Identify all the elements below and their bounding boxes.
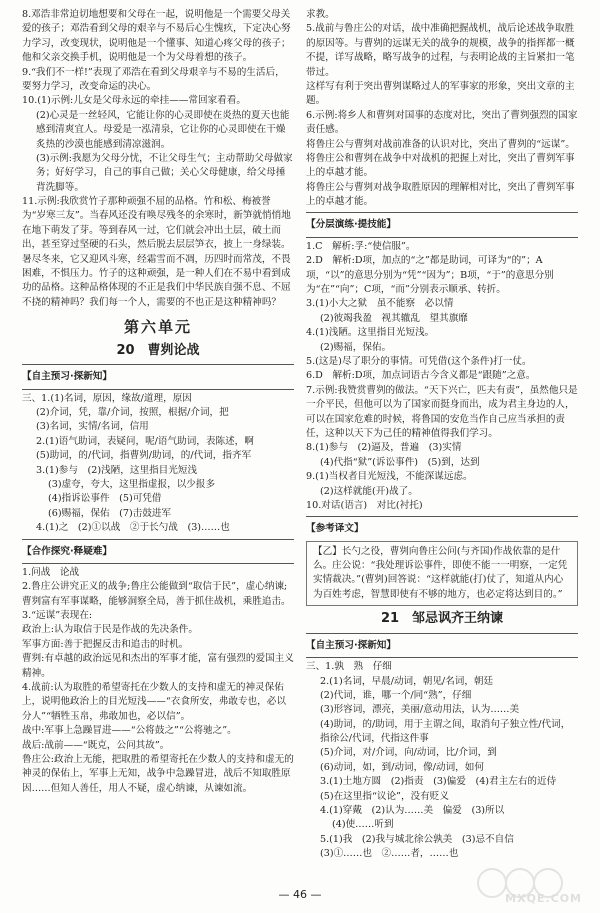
divider bbox=[306, 212, 578, 213]
answer-item: (6)动词，如，到/动词，像/动词，如何 bbox=[320, 761, 484, 773]
answer-item: 11.示例:我欣赏竹子那种顽强不屈的品格。竹和松、梅被誉为“岁寒三友”。当春风还没有唤尽残冬的余寒时，新笋就悄悄地在地下萌发了芽。等到春风一过，它们就会冲出土层，破土而出，甚至穿过坚硬的石头，然后脱去层层笋衣，披上一身绿装。暑尽冬来，它又迎风斗寒，经霜雪而不凋，历四时而常茂，不畏困难，不惧压力。竹子的这种顽强，是一种人们在不易中看到成功的品格。这种品格体现的不正是我们中华民族自强不息、不屈不挠的精神吗？我们每一个人，需要的不也正是这种精神吗？ bbox=[22, 196, 291, 308]
answer-item: (2)彼竭我盈 视其辙乱 望其旗靡 bbox=[320, 312, 468, 324]
answer-item: (6)赐福，保佑 (7)击鼓进军 bbox=[48, 507, 172, 519]
answer-item: 求教。 bbox=[306, 9, 335, 20]
section-tag-inquiry: 【 合作探究·释疑难 】 bbox=[22, 545, 112, 559]
answer-item: 3.(1)土地方圆 (2)指责 (3)偏爱 (4)君主左右的近侍 (5)在这里指“议论”，没有贬义 bbox=[320, 776, 566, 802]
answer-item: 10.对话(语言) 对比(衬托) bbox=[306, 499, 423, 511]
answer-item: 3.(1)参与 (2)浅陋，这里指目光短浅 bbox=[36, 464, 198, 476]
answer-item: 2.(1)语气助词，表疑问，呢/语气助词，表陈述，啊 bbox=[36, 435, 254, 447]
answer-item: 10.(1)示例:儿女是父母永远的牵挂——常回家看看。 bbox=[22, 95, 246, 107]
divider bbox=[22, 563, 294, 564]
answer-item: 9.“我们不一样!”表现了邓浩在看到父母艰辛与不易的生活后，要努力学习，改变命运的决心。 bbox=[22, 66, 285, 92]
answer-item: 曹刿:有卓越的政治远见和杰出的军事才能，富有强烈的爱国主义精神。 bbox=[22, 653, 294, 679]
answer-item: 3.“远谋”表现在: bbox=[22, 610, 93, 622]
answer-item: 将鲁庄公与曹刿对战前准备的认识对比，突出了曹刿的“远谋”。 bbox=[306, 138, 575, 150]
answer-item: 1.C 解析:孚:“使信服”。 bbox=[306, 240, 416, 252]
translation-box bbox=[306, 541, 578, 607]
answer-item: 将鲁庄公与曹刿对战争取胜原因的理解相对比，突出了曹刿军事上的卓越才能。 bbox=[306, 181, 575, 208]
divider bbox=[22, 364, 294, 365]
divider bbox=[22, 539, 294, 540]
answer-item: (4)助词，的/助词，用于主谓之间，取消句子独立性/代词，指徐公/代词，代指这件事 bbox=[320, 718, 571, 745]
answer-item: 4.战前:认为取胜的希望寄托在少数人的支持和虚无的神灵保佑上，说明他政治上的目光短浅——“衣食所安，弗敢专也，必以分人”“牺牲玉帛，弗敢加也，必以信”。 bbox=[22, 682, 286, 722]
answer-item: (2)这样就能(开)战了。 bbox=[320, 485, 418, 497]
answer-item: 2.鲁庄公讲究正义的战争;鲁庄公能做到“取信于民”，虚心纳谏;曹刿富有军事谋略，能够洞察全局，善于抓住战机，乘胜追击。 bbox=[22, 581, 291, 607]
answer-item: 3.(1)小大之狱 虽不能察 必以情 bbox=[306, 298, 454, 310]
left-column bbox=[22, 8, 294, 796]
answer-item: 将鲁庄公和曹刿在战争中对战机的把握上对比，突出了曹刿军事上的卓越才能。 bbox=[306, 152, 575, 179]
answer-item: (5)助词，的/代词，指曹刿/助词，的/代词，指齐军 bbox=[36, 450, 252, 462]
answer-item: 军事方面:善于把握反击和追击的时机。 bbox=[22, 638, 189, 650]
unit-title: 第六单元 bbox=[123, 318, 192, 337]
answer-item: 1.问战 论战 bbox=[22, 566, 80, 578]
answer-item: (2)心灵是一丝轻风，它能让你的心灵即使在炎热的夏天也能感到清爽宜人。母爱是一泓清泉，它让你的心灵即使在干燥炙热的沙漠也能感到清凉滋润。 bbox=[36, 109, 290, 150]
lesson-title: 20 曹刿论战 bbox=[116, 342, 200, 358]
answer-item: 4.(1)浅陋。这里指目光短浅。 bbox=[306, 327, 435, 339]
answer-item: (2)介词，凭，靠/介词，按照，根据/介词，把 bbox=[36, 406, 229, 418]
answer-item: 5.(1)我 (2)我与城北徐公孰美 (3)忌不自信 bbox=[320, 833, 514, 845]
answer-item: 4.(1)穿戴 (2)认为……美 偏爱 (3)所以 bbox=[320, 805, 505, 817]
answer-item: 鲁庄公:政治上无能，把取胜的希望寄托在少数人的支持和虚无的神灵的保佑上，军事上无知，战争中急躁冒进，战后不知取胜原因……但知人善任，用人不疑，虚心纳谏，从谏如流。 bbox=[22, 753, 294, 794]
lesson-title: 21 邹忌讽齐王纳谏 bbox=[380, 611, 504, 627]
divider bbox=[306, 657, 578, 658]
section-tag-preview: 【 自主预习·探新知 】 bbox=[22, 370, 112, 384]
divider bbox=[306, 237, 578, 238]
answer-item: (3)示例:我愿为父母分忧，不让父母生气；主动帮助父母做家务；好好学习，自己的事自己做；关心父母健康，给父母捶背洗脚等。 bbox=[36, 152, 293, 193]
answer-item: (4)代指“狱”(诉讼事件) (5)到，达到 bbox=[320, 456, 480, 468]
answer-item: 4.(1)之 (2)①以战 ②于长勺战 (3)……也 bbox=[36, 522, 230, 534]
answer-item: (3)虚夸，夸大，这里指虚报，以少报多 bbox=[48, 478, 216, 490]
answer-item: (2)赐福，保佑。 bbox=[320, 341, 392, 353]
answer-item: 三、1.孰 熟 仔细 bbox=[306, 661, 392, 673]
answer-item: 2.D 解析:D项，加点的“之”都是助词，可译为“的”；A项，“以”的意思分别为“凭”“因为”；B项，“于”的意思分别为“在”“向”；C项，“而”分别表示顺承、转折。 bbox=[306, 255, 554, 296]
answer-item: 5.(这是)尽了职分的事情。可凭借(这个条件)打一仗。 bbox=[306, 355, 532, 367]
answer-item: (3)形容词，漂亮，美丽/意动用法，认为……美 bbox=[320, 704, 520, 716]
answer-item: (4)使……听到 bbox=[332, 819, 394, 831]
answer-item: 7.示例:我赞赏曹刿的做法。“天下兴亡，匹夫有责”，虽然他只是一介平民，但他可以为了国家而挺身而出，成为君主身边的人，可以在国家危难的时候，将鲁国的安危当作自己应当承担的责任，这种以天下为己任的精神值得我们学习。 bbox=[306, 384, 578, 439]
translation-text: 【乙】长勺之役，曹刿向鲁庄公问(与齐国)作战依靠的是什么。庄公说：“我处理诉讼事件，即使不能一一明察，一定凭实情裁决。”(曹刿)回答说：“这样就能(打)仗了，知道从内心为百姓考虑，智慧即使有不够的地方，也必定将达到目的。” bbox=[313, 545, 568, 600]
answer-item: 战后:战前——“既克，公问其故”。 bbox=[22, 739, 170, 751]
divider bbox=[306, 516, 578, 517]
answer-item: 6.D 解析:D项，加点词语古今含义都是“跟随”之意。 bbox=[306, 370, 536, 382]
divider bbox=[22, 389, 294, 390]
answer-item: (3)名词，实情/名词，信用 bbox=[36, 421, 149, 433]
answer-item: (3)①……也 ②……者，……也 bbox=[320, 848, 459, 860]
answer-item: 8.邓浩非常迫切地想要和父母在一起，说明他是一个需要父母关爱的孩子；邓浩看到父母的艰辛与不易后心生愧疚，下定决心努力学习，改变现状，说明他是一个懂事、知道心疼父母的孩子；他和父亲交换手机，说明他是一个为父母着想的孩子。 bbox=[22, 9, 291, 64]
answer-item: 6.示例:将乡人和曹刿对国事的态度对比，突出了曹刿强烈的国家责任感。 bbox=[306, 109, 578, 136]
answer-item: 5.战前与鲁庄公的对话，战中准确把握战机，战后论述战争取胜的原因等。与曹刿的远谋无关的战争的规模，战争的指挥都一概不提，详写战略，略写战争的过程，与表明论战的主旨紧扣一笔带过。 bbox=[306, 23, 575, 78]
section-tag-preview: 【 自主预习·探新知 】 bbox=[306, 639, 396, 653]
answer-item: (4)指诉讼事件 (5)可凭借 bbox=[48, 493, 162, 505]
answer-item: 8.(1)参与 (2)逼及，普遍 (3)实情 bbox=[306, 442, 462, 454]
watermark-text: MXQE.COM bbox=[505, 891, 582, 905]
section-tag-translation: 【 参考译文 】 bbox=[306, 522, 364, 536]
answer-item: (2)代词，谁，哪一个/同“熟”，仔细 bbox=[320, 689, 472, 701]
answer-item: 三、1.(1)名词，原因，缘故/道理，原因 bbox=[22, 392, 192, 404]
answer-item: (5)介词，对/介词，向/动词，比/介词，到 bbox=[320, 747, 497, 759]
answer-item: 政治上:认为取信于民是作战的先决条件。 bbox=[22, 624, 198, 636]
watermark-logo bbox=[472, 865, 582, 907]
answer-item: 这样写有利于突出曹刿谋略过人的军事家的形象，突出文章的主题。 bbox=[306, 80, 575, 107]
answer-item: 9.(1)当权者目光短浅，不能深谋远虑。 bbox=[306, 471, 473, 483]
page-number: — 46 — bbox=[278, 887, 322, 901]
right-column bbox=[306, 8, 578, 862]
section-tag-practice: 【 分层演练·提技能 】 bbox=[306, 218, 396, 232]
divider bbox=[306, 633, 578, 634]
answer-item: 战中:军事上急躁冒进——“公将鼓之”“公将驰之”。 bbox=[22, 725, 237, 737]
answer-item: 2.(1)名词，早晨/动词，朝见/名词，朝廷 bbox=[320, 675, 494, 687]
